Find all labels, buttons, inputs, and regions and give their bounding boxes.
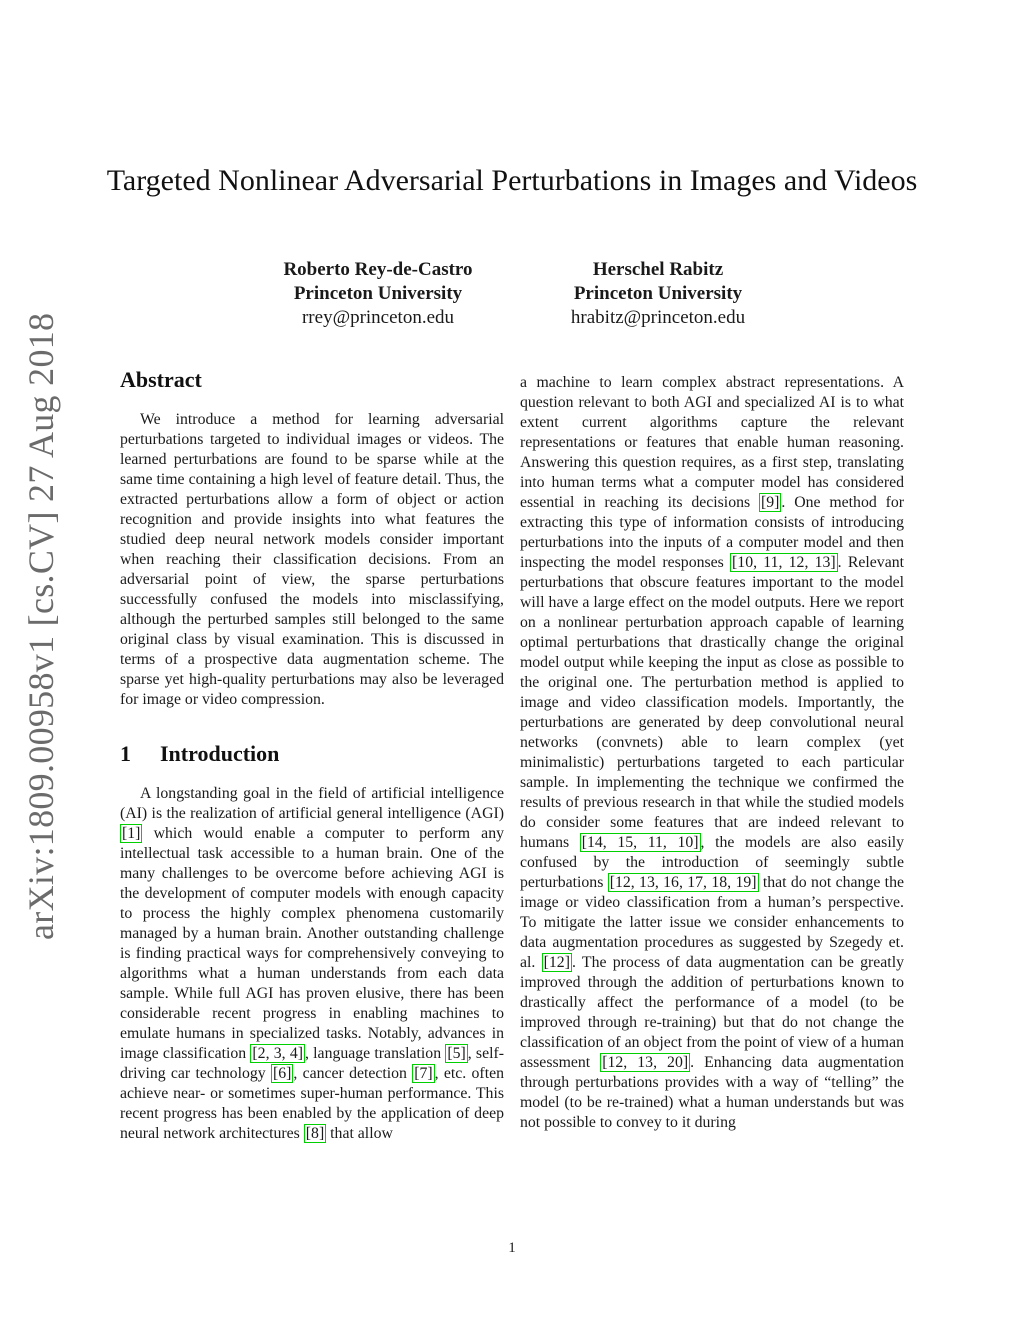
text-run: which would enable a computer to perform any intellectual task accessible to a human brain. One of the many challenges to be overcome before achieving AGI is the development of computer models with enough capacity to process the highly complex phenomena customarily managed by a human brain. Another outstanding challenge is finding practical ways for comprehensively conveying to algorithms what a human understands from each data sample. While full AGI has proven elusive, there has been considerable recent progress in enabling machines to emulate humans in specialized tasks. Notably, advances in image classification: [120, 825, 504, 1062]
text-run: that allow: [326, 1125, 393, 1142]
text-run: A longstanding goal in the field of artificial intelligence (AI) is the realization of artificial general intelligence (AGI): [120, 785, 504, 822]
author-affiliation: Princeton University: [573, 283, 743, 304]
citation-link[interactable]: [7]: [414, 1065, 433, 1082]
citation-link[interactable]: [12, 13, 20]: [602, 1054, 689, 1071]
text-run: , the models are also easily confused by the introduction of seemingly subtle perturbations: [520, 834, 904, 891]
text-run: , self-driving car technology: [120, 1045, 504, 1082]
citation-link[interactable]: [12]: [543, 954, 570, 971]
introduction-heading: [120, 740, 504, 768]
text-run: . One method for extracting this type of information consists of introducing perturbations into the inputs of a computer model and then inspecting the model responses: [520, 494, 904, 571]
introduction-paragraph-left: [120, 784, 504, 1144]
citation-link[interactable]: [5]: [447, 1045, 466, 1062]
citation-link[interactable]: [2, 3, 4]: [252, 1045, 303, 1062]
citation-link[interactable]: [8]: [305, 1125, 325, 1142]
text-run: , etc. often achieve near- or sometimes super-human performance. This recent progress has been enabled by the application of deep neural network architectures: [120, 1065, 504, 1142]
arxiv-identifier[interactable]: arXiv:1809.00958v1 [cs.CV] 27 Aug 2018: [21, 312, 61, 940]
author-1: [243, 258, 513, 330]
citation-link[interactable]: [14, 15, 11, 10]: [581, 834, 699, 851]
text-run: . The process of data augmentation can be greatly improved through the addition of perturbations known to drastically affect the performance of a model (to be improved through re-training) but that do not change the classification of an object from the point of view of a human assessment: [520, 954, 904, 1071]
section-number: 1: [120, 741, 131, 766]
right-column: [520, 373, 904, 1133]
page-number: 1: [508, 1240, 516, 1256]
author-email[interactable]: rrey@princeton.edu: [301, 307, 455, 328]
author-affiliation: Princeton University: [293, 283, 463, 304]
citation-link[interactable]: [1]: [122, 825, 141, 842]
author-2: [528, 258, 788, 330]
left-column: [120, 366, 504, 1144]
paper-title: Targeted Nonlinear Adversarial Perturbations in Images and Videos: [106, 164, 918, 197]
abstract-heading: Abstract: [120, 367, 202, 392]
section-title: Introduction: [160, 741, 280, 766]
introduction-paragraph-right: [520, 373, 904, 1133]
citation-link[interactable]: [12, 13, 16, 17, 18, 19]: [609, 874, 757, 891]
citation-link[interactable]: [6]: [272, 1065, 292, 1082]
citation-link[interactable]: [10, 11, 12, 13]: [732, 554, 836, 571]
abstract-text: We introduce a method for learning adversarial perturbations targeted to individual images or videos. The learned perturbations are found to be sparse while at the same time containing a high level of feature detail. Thus, the extracted perturbations allow a form of object or action recognition and provide insights into what features the studied deep neural network models consider important when reaching their classification decisions. From an adversarial point of view, the sparse perturbations successfully confused the models into misclassifying, although the perturbed samples still belonged to the same original class by visual examination. This is discussed in terms of a prospective data augmentation scheme. The sparse yet high-quality perturbations may also be leveraged for image or video compression.: [120, 411, 504, 708]
text-run: , cancer detection: [293, 1065, 413, 1082]
text-run: a machine to learn complex abstract representations. A question relevant to both AGI and specialized AI is to what extent current algorithms capture the relevant representations or features that enable human reasoning. Answering this question requires, as a first step, translating into human terms what a computer model has considered essential in reaching its decisions: [520, 374, 904, 511]
author-name: Roberto Rey-de-Castro: [283, 259, 473, 280]
author-name: Herschel Rabitz: [592, 259, 724, 280]
citation-link[interactable]: [9]: [760, 494, 780, 511]
author-email[interactable]: hrabitz@princeton.edu: [570, 307, 746, 328]
text-run: that do not change the image or video classification from a human’s perspective. To mitigate the latter issue we consider enhancements to data augmentation procedures as suggested by Szegedy et. al.: [520, 874, 904, 971]
text-run: , language translation: [304, 1045, 446, 1062]
text-run: . Relevant perturbations that obscure features important to the model will have a large effect on the model outputs. Here we report on a nonlinear perturbation approach capable of learning optimal perturbations that drastically change the original model output while keeping the input as close as possible to the original one. The perturbation method is applied to image and video classification models. Importantly, the perturbations are generated by deep convolutional neural networks (convnets) able to learn complex (yet minimalistic) perturbations targeted to each particular sample. In implementing the technique we confirmed the results of previous research in that while the studied models do consider some features that are indeed relevant to humans: [520, 554, 904, 851]
text-run: . Enhancing data augmentation through perturbations provides with a way of “telling” the model (to be re-trained) what a human understands but was not possible to convey to it during: [520, 1054, 904, 1131]
